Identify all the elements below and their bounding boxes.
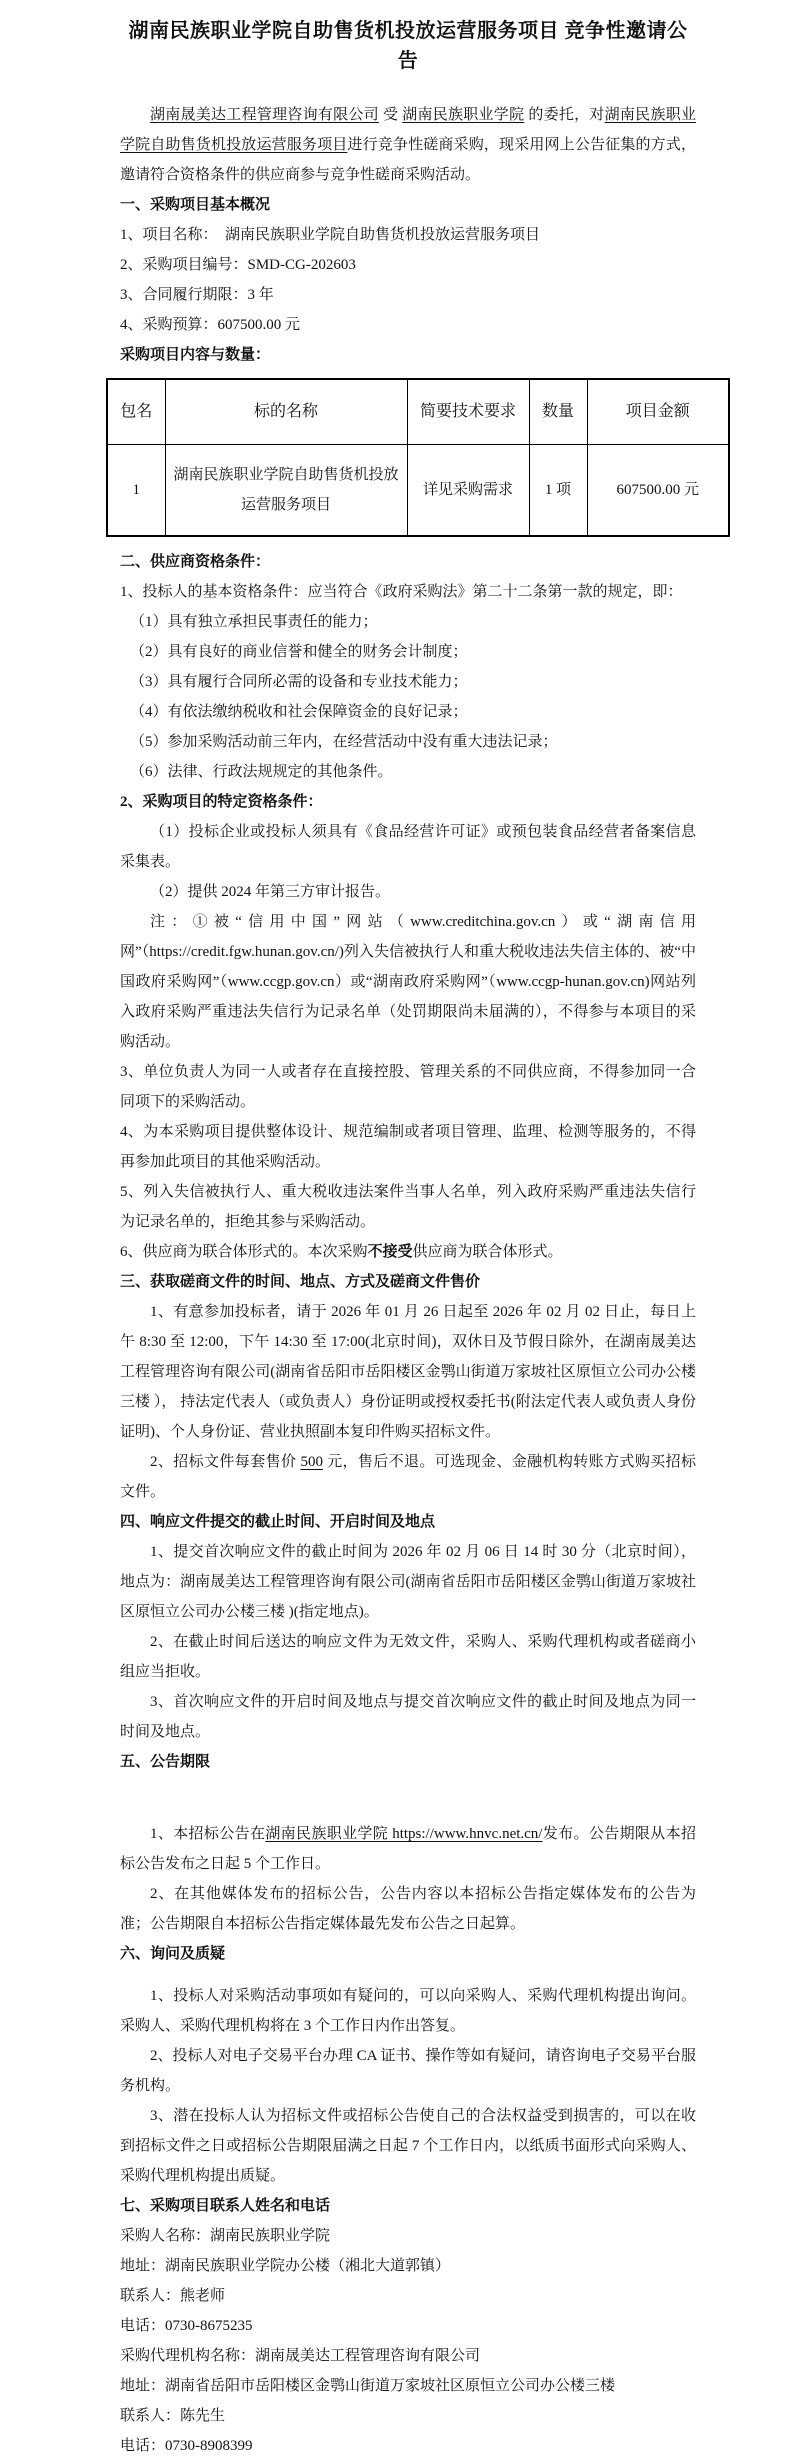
project-name-line: 1、项目名称： 湖南民族职业学院自助售货机投放运营服务项目 (120, 227, 541, 243)
consortium-rule (120, 1237, 696, 1267)
col-header-subject: 标的名称 (165, 379, 407, 445)
credit-note-paragraph: 注：①被“信用中国”网站（www.creditchina.gov.cn）或“湖南信用网”（https://credit.fgw.hunan.gov.cn/)列入失信被执行人和重大税收违法失信主体的、被“中国政府采购网”（www.ccgp.gov.cn）或“湖南政府采购网”（www.ccgp-hunan.gov.cn)网站列入政府采购严重违法失信行为记录名单（处罚期限尚未届满的），不得参与本项目的采购活动。 (120, 914, 696, 1050)
announcement-url[interactable]: 湖南民族职业学院 https://www.hnvc.net.cn/ (265, 1826, 543, 1842)
col-header-quantity: 数量 (529, 379, 587, 445)
entrust-word: 受 (378, 107, 403, 123)
not-accepted-emphasis: 不接受 (367, 1244, 413, 1260)
specific-qualification-2: （2）提供 2024 年第三方审计报告。 (150, 884, 391, 900)
section-3-heading: 三、获取磋商文件的时间、地点、方式及磋商文件售价 (120, 1274, 481, 1290)
price-post-text: 元，售后不退。可选现金、金融机构转账方式购买招标文件。 (120, 1454, 696, 1500)
consortium-rule-post: 供应商为联合体形式。 (412, 1244, 563, 1260)
design-service-rule: 4、为本采购项目提供整体设计、规范编制或者项目管理、监理、检测等服务的，不得再参加此项目的其他采购活动。 (120, 1124, 696, 1170)
price-value-underlined: 500 (300, 1454, 323, 1470)
doc-title: 湖南民族职业学院自助售货机投放运营服务项目 竞争性邀请公告 (128, 20, 688, 72)
basic-qualification-intro: 1、投标人的基本资格条件：应当符合《政府采购法》第二十二条第一款的规定，即： (120, 584, 683, 600)
procurement-table (106, 378, 730, 537)
project-name-underlined: 湖南民族职业学院自助售货机投放运营服务项目 (120, 107, 696, 153)
cell-tech-req: 详见采购需求 (407, 445, 529, 537)
cell-amount: 607500.00 元 (587, 445, 729, 537)
budget-line: 4、采购预算：607500.00 元 (120, 317, 301, 333)
intro-mid-text: 的委托，对 (524, 107, 605, 123)
cell-package-no: 1 (107, 445, 165, 537)
intro-rest-text: 进行竞争性磋商采购，现采用网上公告征集的方式，邀请符合资格条件的供应商参与竞争性磋商采购活动。 (120, 137, 696, 183)
purchaser-name-line: 采购人名称：湖南民族职业学院 (120, 2228, 331, 2244)
dishonesty-list-rule: 5、列入失信被执行人、重大税收违法案件当事人名单，列入政府采购严重违法失信行为记录名单的，拒绝其参与采购活动。 (120, 1184, 696, 1230)
basic-qualification-6: （6）法律、行政法规规定的其他条件。 (130, 764, 393, 780)
section-5-heading: 五、公告期限 (120, 1754, 211, 1770)
basic-qualification-2: （2）具有良好的商业信誉和健全的财务会计制度； (130, 644, 468, 660)
basic-qualification-5: （5）参加采购活动前三年内，在经营活动中没有重大违法记录； (130, 734, 558, 750)
objection-paragraph: 3、潜在投标人认为招标文件或招标公告使自己的合法权益受到损害的，可以在收到招标文件之日或招标公告期限届满之日起 7 个工作日内，以纸质书面形式向采购人、采购代理机构提出质疑。 (120, 2108, 696, 2184)
col-header-tech-req: 简要技术要求 (407, 379, 529, 445)
other-media-paragraph: 2、在其他媒体发布的招标公告，公告内容以本招标公告指定媒体发布的公告为准；公告期限自本招标公告指定媒体最先发布公告之日起算。 (120, 1886, 696, 1932)
purchaser-contact-line: 联系人：熊老师 (120, 2288, 226, 2304)
intro-paragraph (120, 100, 696, 190)
purchaser-phone-line: 电话：0730-8675235 (120, 2318, 253, 2334)
agent-phone-line: 电话：0730-8908399 (120, 2438, 253, 2454)
contract-term-line: 3、合同履行期限：3 年 (120, 287, 274, 303)
late-submission-paragraph: 2、在截止时间后送达的响应文件为无效文件，采购人、采购代理机构或者磋商小组应当拒收。 (120, 1634, 696, 1680)
announce-post-text: 发布。公告期限从本招标公告发布之日起 5 个工作日。 (120, 1826, 696, 1872)
table-header-row (107, 379, 729, 445)
opening-time-paragraph: 3、首次响应文件的开启时间及地点与提交首次响应文件的截止时间及地点为同一时间及地点。 (120, 1694, 696, 1740)
same-principal-rule: 3、单位负责人为同一人或者存在直接控股、管理关系的不同供应商，不得参加同一合同项下的采购活动。 (120, 1064, 696, 1110)
agent-contact-line: 联系人：陈先生 (120, 2408, 226, 2424)
announce-pre-text: 1、本招标公告在 (150, 1826, 266, 1842)
basic-qualification-4: （4）有依法缴纳税收和社会保障资金的良好记录； (130, 704, 468, 720)
basic-qualification-3: （3）具有履行合同所必需的设备和专业技术能力； (130, 674, 468, 690)
section-7-heading: 七、采购项目联系人姓名和电话 (120, 2198, 331, 2214)
cell-quantity: 1 项 (529, 445, 587, 537)
col-header-package: 包名 (107, 379, 165, 445)
section-2-heading: 二、供应商资格条件： (120, 554, 271, 570)
ca-platform-paragraph: 2、投标人对电子交易平台办理 CA 证书、操作等如有疑问，请咨询电子交易平台服务机构。 (120, 2048, 696, 2094)
agent-name-line: 采购代理机构名称：湖南晟美达工程管理咨询有限公司 (120, 2348, 481, 2364)
deadline-paragraph: 1、提交首次响应文件的截止时间为 2026 年 02 月 06 日 14 时 30 分（北京时间），地点为：湖南晟美达工程管理咨询有限公司(湖南省岳阳市岳阳楼区金鹗山街道万家坡社区原恒立公司办公楼三楼 )(指定地点)。 (120, 1544, 696, 1620)
purchaser-address-line: 地址：湖南民族职业学院办公楼（湘北大道郭镇） (120, 2258, 451, 2274)
section-4-heading: 四、响应文件提交的截止时间、开启时间及地点 (120, 1514, 436, 1530)
announcement-media-paragraph (120, 1819, 696, 1879)
cell-subject-name: 湖南民族职业学院自助售货机投放运营服务项目 (165, 445, 407, 537)
project-number-line: 2、采购项目编号：SMD-CG-202603 (120, 257, 356, 273)
table-row (107, 445, 729, 537)
document-price-paragraph (120, 1447, 696, 1507)
section-1-heading: 一、采购项目基本概况 (120, 197, 271, 213)
specific-qualification-1: （1）投标企业或投标人须具有《食品经营许可证》或预包装食品经营者备案信息采集表。 (120, 824, 696, 870)
document-obtain-paragraph: 1、有意参加投标者，请于 2026 年 01 月 26 日起至 2026 年 02 月 02 日止，每日上午 8:30 至 12:00，下午 14:30 至 17:00(北京时间)，双休日及节假日除外，在湖南晟美达工程管理咨询有限公司(湖南省岳阳市岳阳楼区金鹗山街道万家坡社区原恒立公司办公楼三楼 ）， 持法定代表人（或负责人）身份证明或授权委托书(附法定代表人或负责人身份证明)、个人身份证、营业执照副本复印件购买招标文件。 (120, 1304, 696, 1440)
price-pre-text: 2、招标文件每套售价 (150, 1454, 301, 1470)
basic-qualification-1: （1）具有独立承担民事责任的能力； (130, 614, 378, 630)
table-label: 采购项目内容与数量： (120, 347, 271, 363)
inquiry-paragraph: 1、投标人对采购活动事项如有疑问的，可以向采购人、采购代理机构提出询问。采购人、采购代理机构将在 3 个工作日内作出答复。 (120, 1988, 696, 2034)
specific-qualification-heading: 2、采购项目的特定资格条件： (120, 794, 323, 810)
consortium-rule-pre: 6、供应商为联合体形式的。本次采购 (120, 1244, 368, 1260)
agency-name-underlined: 湖南晟美达工程管理咨询有限公司 (150, 107, 379, 123)
agent-address-line: 地址：湖南省岳阳市岳阳楼区金鹗山街道万家坡社区原恒立公司办公楼三楼 (120, 2378, 616, 2394)
purchaser-name-underlined: 湖南民族职业学院 (402, 107, 525, 123)
section-6-heading: 六、询问及质疑 (120, 1946, 226, 1962)
col-header-amount: 项目金额 (587, 379, 729, 445)
